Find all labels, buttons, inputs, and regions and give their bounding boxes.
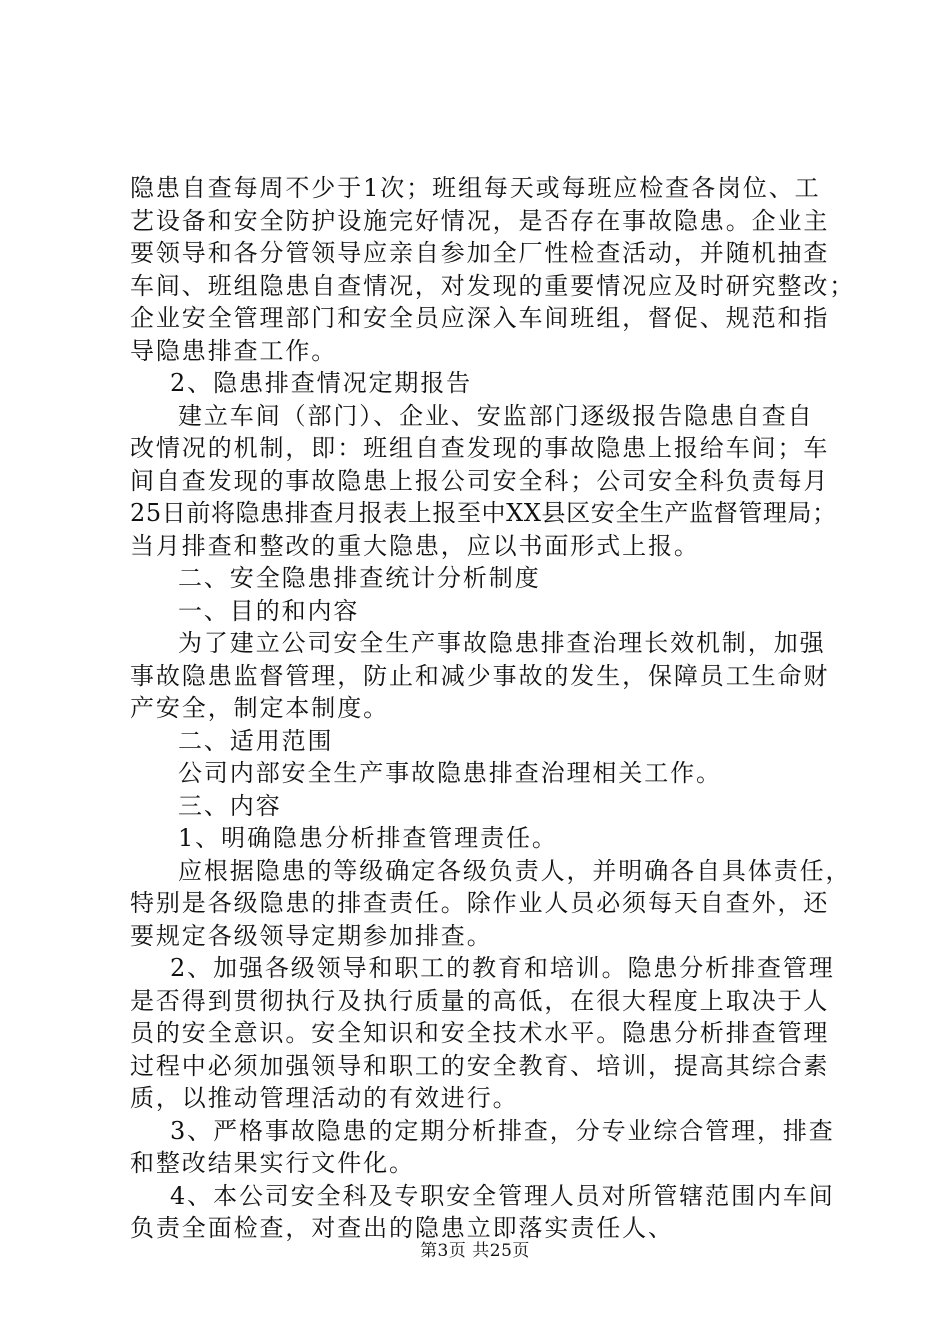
document-body bbox=[130, 172, 856, 1245]
text-line: 质，以推动管理活动的有效进行。 bbox=[130, 1084, 519, 1112]
text-line: 企业安全管理部门和安全员应深入车间班组，督促、规范和指 bbox=[130, 304, 830, 332]
text-line: 为了建立公司安全生产事故隐患排查治理长效机制，加强 bbox=[178, 629, 826, 657]
text-line: 导隐患排查工作。 bbox=[130, 336, 338, 365]
list-item-heading: 1、明确隐患分析排查管理责任。 bbox=[178, 824, 558, 852]
section-heading: 二、安全隐患排查统计分析制度 bbox=[178, 564, 541, 592]
list-item: 4、本公司安全科及专职安全管理人员对所管辖范围内车间 bbox=[170, 1181, 835, 1210]
list-item: 2、加强各级领导和职工的教育和培训。隐患分析排查管理 bbox=[170, 954, 835, 982]
text-line: 当月排查和整改的重大隐患，应以书面形式上报。 bbox=[130, 531, 700, 560]
text-line: 要规定各级领导定期参加排查。 bbox=[130, 921, 493, 950]
text-line: 和整改结果实行文件化。 bbox=[130, 1149, 415, 1177]
text-line: 25日前将隐患排查月报表上报至中XX县区安全生产监督管理局； bbox=[130, 499, 837, 527]
section-heading: 2、隐患排查情况定期报告 bbox=[170, 369, 473, 397]
page-number-footer: 第3页 共25页 bbox=[420, 1241, 530, 1261]
text-line: 艺设备和安全防护设施完好情况，是否存在事故隐患。企业主 bbox=[130, 206, 830, 235]
text-line: 负责全面检查，对查出的隐患立即落实责任人、 bbox=[130, 1214, 674, 1242]
text-line: 产安全，制定本制度。 bbox=[130, 694, 389, 722]
text-line: 员的安全意识。安全知识和安全技术水平。隐患分析排查管理 bbox=[130, 1019, 830, 1047]
text-line: 间自查发现的事故隐患上报公司安全科；公司安全科负责每月 bbox=[130, 466, 830, 495]
text-line: 是否得到贯彻执行及执行质量的高低，在很大程度上取决于人 bbox=[130, 986, 830, 1015]
text-line: 隐患自查每周不少于1次；班组每天或每班应检查各岗位、工 bbox=[130, 174, 821, 202]
text-line: 要领导和各分管领导应亲自参加全厂性检查活动，并随机抽查 bbox=[130, 239, 830, 267]
section-heading: 二、适用范围 bbox=[178, 726, 334, 755]
text-line: 改情况的机制，即：班组自查发现的事故隐患上报给车间；车 bbox=[130, 434, 830, 462]
text-line: 事故隐患监督管理，防止和减少事故的发生，保障员工生命财 bbox=[130, 661, 830, 690]
text-line: 公司内部安全生产事故隐患排查治理相关工作。 bbox=[178, 759, 722, 787]
section-heading: 一、目的和内容 bbox=[178, 596, 360, 625]
text-line: 建立车间（部门）、企业、安监部门逐级报告隐患自查自 bbox=[178, 401, 814, 430]
list-item: 3、严格事故隐患的定期分析排查，分专业综合管理，排查 bbox=[170, 1116, 835, 1145]
text-line: 特别是各级隐患的排查责任。除作业人员必须每天自查外，还 bbox=[130, 889, 830, 917]
text-line: 过程中必须加强领导和职工的安全教育、培训，提高其综合素 bbox=[130, 1051, 830, 1080]
text-line: 应根据隐患的等级确定各级负责人，并明确各自具体责任， bbox=[178, 856, 852, 885]
section-heading: 三、内容 bbox=[178, 791, 282, 820]
text-line: 车间、班组隐患自查情况，对发现的重要情况应及时研究整改； bbox=[130, 271, 856, 300]
